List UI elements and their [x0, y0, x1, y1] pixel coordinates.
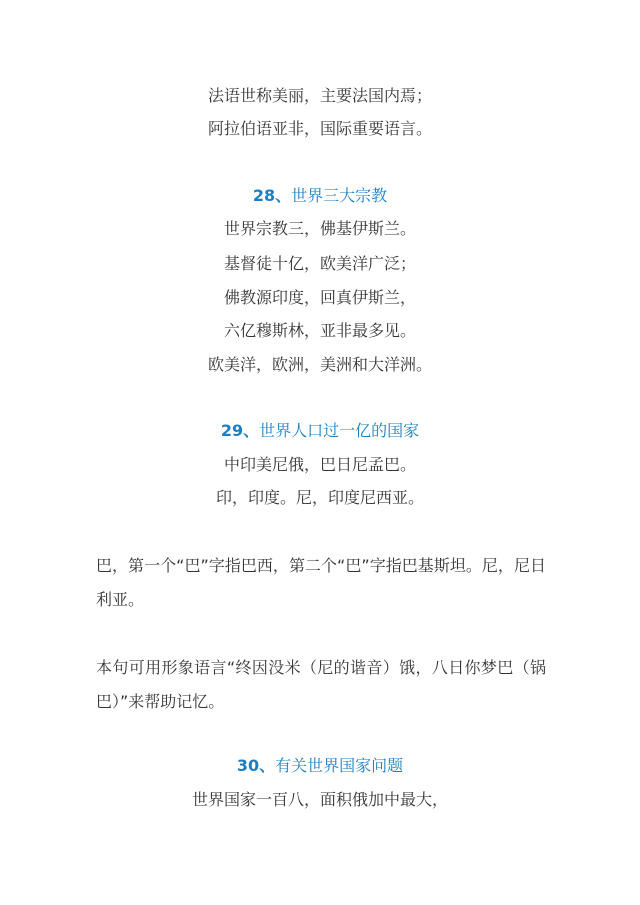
- verse-line: 中印美尼俄，巴日尼孟巴。: [223, 455, 416, 474]
- verse-line: 欧美洋，欧洲，美洲和大洋洲。: [207, 355, 432, 374]
- section-title: 有关世界国家问题: [275, 756, 404, 775]
- section-heading-28: [0, 185, 640, 207]
- verse-line: 印，印度。尼，印度尼西亚。: [215, 488, 424, 507]
- verse-line: 基督徒十亿，欧美洋广泛；: [223, 254, 416, 273]
- verse-line: 佛教源印度，回真伊斯兰，: [223, 288, 416, 307]
- explanation-paragraph: 巴，第一个“巴”字指巴西，第二个“巴”字指巴基斯坦。尼，尼日利亚。: [96, 556, 546, 609]
- section-title: 世界人口过一亿的国家: [259, 421, 420, 440]
- verse-line: 世界宗教三，佛基伊斯兰。: [223, 219, 416, 238]
- verse-line: 法语世称美丽，主要法国内焉；: [207, 86, 432, 105]
- verse-line: 六亿穆斯林，亚非最多见。: [223, 321, 416, 340]
- verse-line: 世界国家一百八，面积俄加中最大，: [191, 790, 448, 809]
- section-title: 世界三大宗教: [291, 186, 388, 205]
- section-number: 29、: [220, 421, 260, 440]
- section-heading-29: [0, 420, 640, 442]
- section-heading-30: [0, 755, 640, 777]
- explanation-paragraph: 本句可用形象语言“终因没米（尼的谐音）饿，八日你梦巴（锅巴）”来帮助记忆。: [96, 658, 546, 711]
- verse-line: 阿拉伯语亚非，国际重要语言。: [207, 119, 432, 138]
- section-number: 30、: [236, 756, 276, 775]
- section-number: 28、: [252, 186, 292, 205]
